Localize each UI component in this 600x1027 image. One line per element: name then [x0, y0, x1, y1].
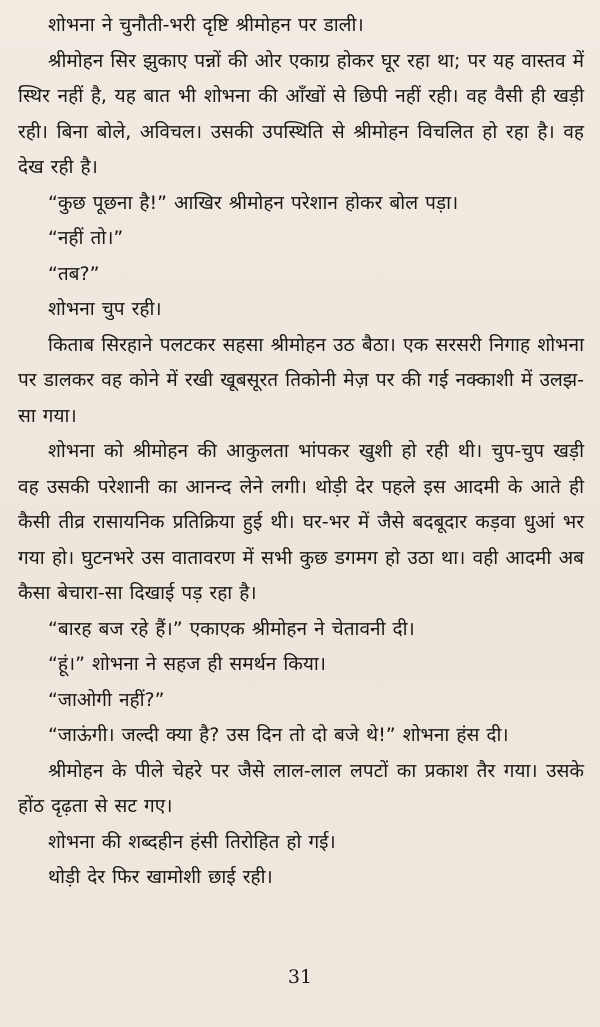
paragraph-6: शोभना चुप रही।: [48, 298, 162, 320]
paragraph-10: “हूं।” शोभना ने सहज ही समर्थन किया।: [48, 653, 327, 675]
paragraph-2: श्रीमोहन सिर झुकाए पन्नों की ओर एकाग्र होकर घूर रहा था; पर यह वास्तव में स्थिर नहीं है, यह बात भी शोभना की आँखों से छिपी नहीं रही। वह वैसी ही खड़ी रही। बिना बोले, अविचल। उसकी उपस्थिति से श्रीमोहन विचलित हो रहा है। वह देख रही है।: [18, 49, 584, 178]
paragraph-8: शोभना को श्रीमोहन की आकुलता भांपकर खुशी हो रही थी। चुप-चुप खड़ी वह उसकी परेशानी का आनन्द लेने लगी। थोड़ी देर पहले इस आदमी के आते ही कैसी तीव्र रासायनिक प्रतिक्रिया हुई थी। घर-भर में जैसे बदबूदार कड़वा धुआं भर गया हो। घुटनभरे उस वातावरण में सभी कुछ डगमग हो उठा था। वही आदमी अब कैसा बेचारा-सा दिखाई पड़ रहा है।: [18, 440, 584, 604]
paragraph-12: “जाऊंगी। जल्दी क्या है? उस दिन तो दो बजे थे!” शोभना हंस दी।: [48, 724, 509, 746]
paragraph-14: शोभना की शब्दहीन हंसी तिरोहित हो गई।: [48, 830, 336, 853]
paragraph-5: “तब?”: [48, 262, 100, 285]
paragraph-4: “नहीं तो।”: [48, 227, 124, 249]
paragraph-3: “कुछ पूछना है!” आखिर श्रीमोहन परेशान होकर बोल पड़ा।: [48, 191, 459, 214]
page-number: 31: [287, 966, 313, 988]
body-text: [18, 8, 584, 896]
paragraph-7: किताब सिरहाने पलटकर सहसा श्रीमोहन उठ बैठा। एक सरसरी निगाह शोभना पर डालकर वह कोने में रखी खूबसूरत तिकोनी मेज़ पर की गई नक्काशी में उलझ-सा गया।: [18, 333, 584, 427]
paragraph-9: “बारह बज रहे हैं।” एकाएक श्रीमोहन ने चेतावनी दी।: [48, 617, 415, 640]
paragraph-11: “जाओगी नहीं?”: [48, 688, 165, 711]
paragraph-1: शोभना ने चुनौती-भरी दृष्टि श्रीमोहन पर डाली।: [48, 14, 364, 36]
paragraph-15: थोड़ी देर फिर खामोशी छाई रही।: [48, 866, 273, 888]
paragraph-13: श्रीमोहन के पीले चेहरे पर जैसे लाल-लाल लपटों का प्रकाश तैर गया। उसके होंठ दृढ़ता से सट गए।: [18, 759, 584, 817]
